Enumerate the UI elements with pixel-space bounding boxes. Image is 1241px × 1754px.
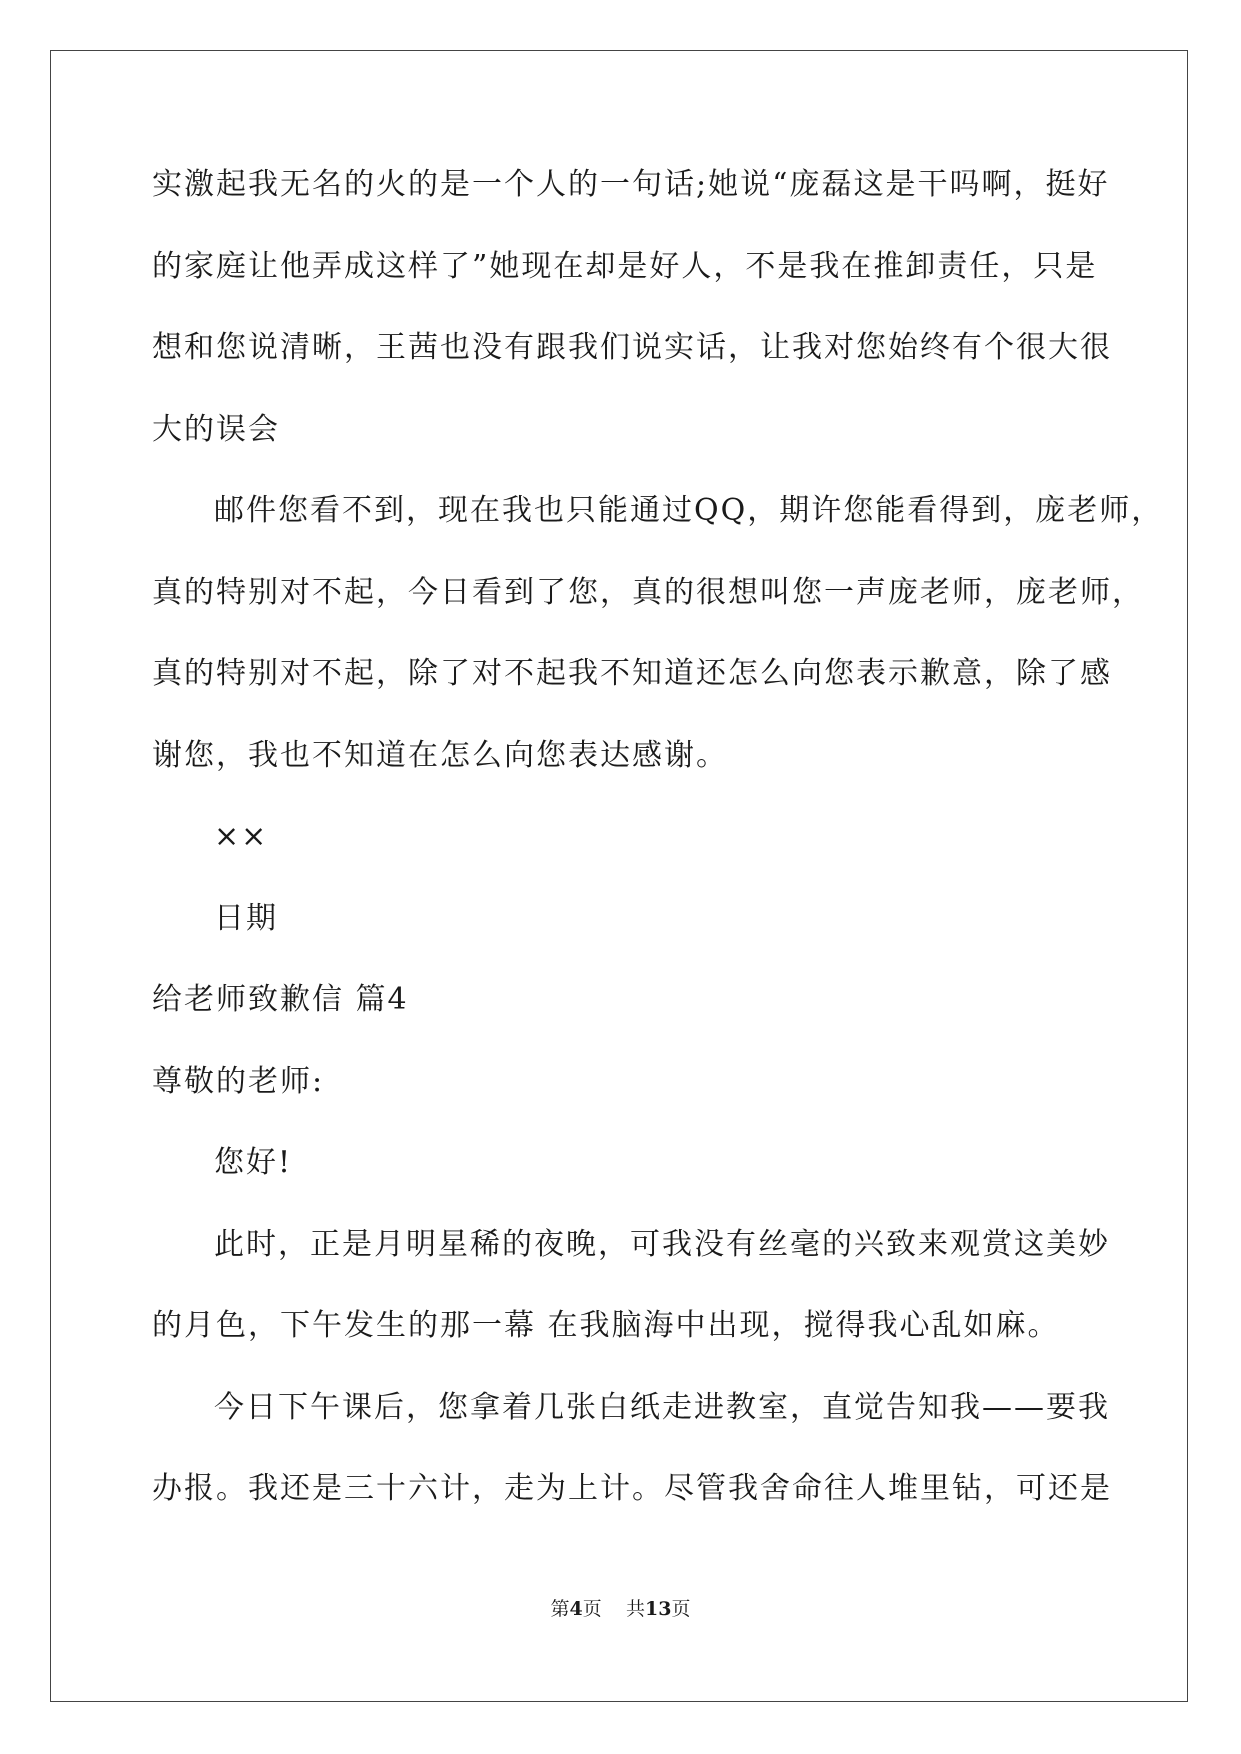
paragraph-start-line: 此时，正是月明星稀的夜晚，可我没有丝毫的兴致来观赏这美妙	[214, 1226, 1110, 1262]
section-heading: 给老师致歉信 篇4	[152, 982, 409, 1017]
greeting: 您好!	[214, 1145, 293, 1180]
page-number: 4	[569, 1598, 583, 1620]
document-body	[152, 160, 1164, 1546]
text-line: 想和您说清晰，王茜也没有跟我们说实话，让我对您始终有个很大很	[152, 330, 1112, 365]
total-pages: 13	[644, 1598, 672, 1620]
text-line: 大的误会	[152, 411, 280, 447]
text-line: 的家庭让他弄成这样了”她现在却是好人，不是我在推卸责任，只是	[152, 248, 1098, 284]
text-line: 谢您，我也不知道在怎么向您表达感谢。	[152, 737, 728, 773]
text-line: 办报。我还是三十六计，走为上计。尽管我舍命往人堆里钻，可还是	[152, 1471, 1112, 1506]
text-line: 的月色，下午发生的那一幕 在我脑海中出现，搅得我心乱如麻。	[152, 1308, 1060, 1343]
page-label-suffix: 页	[582, 1598, 602, 1620]
paragraph-start-line: 邮件您看不到，现在我也只能通过QQ，期许您能看得到，庞老师，	[214, 493, 1164, 528]
salutation: 尊敬的老师:	[152, 1063, 325, 1099]
text-line: 真的特别对不起，除了对不起我不知道还怎么向您表示歉意，除了感	[152, 656, 1112, 691]
signature-line: ××	[214, 819, 269, 854]
paragraph-start-line: 今日下午课后，您拿着几张白纸走进教室，直觉告知我——要我	[214, 1389, 1110, 1425]
page-footer	[0, 1594, 1241, 1621]
text-line: 真的特别对不起，今日看到了您，真的很想叫您一声庞老师，庞老师，	[152, 574, 1144, 610]
total-label-prefix: 共	[625, 1598, 645, 1620]
date-line: 日期	[214, 900, 278, 936]
text-line: 实激起我无名的火的是一个人的一句话;她说“庞磊这是干吗啊，挺好	[152, 167, 1110, 202]
total-label-suffix: 页	[671, 1598, 691, 1620]
page-label-prefix: 第	[550, 1598, 570, 1620]
